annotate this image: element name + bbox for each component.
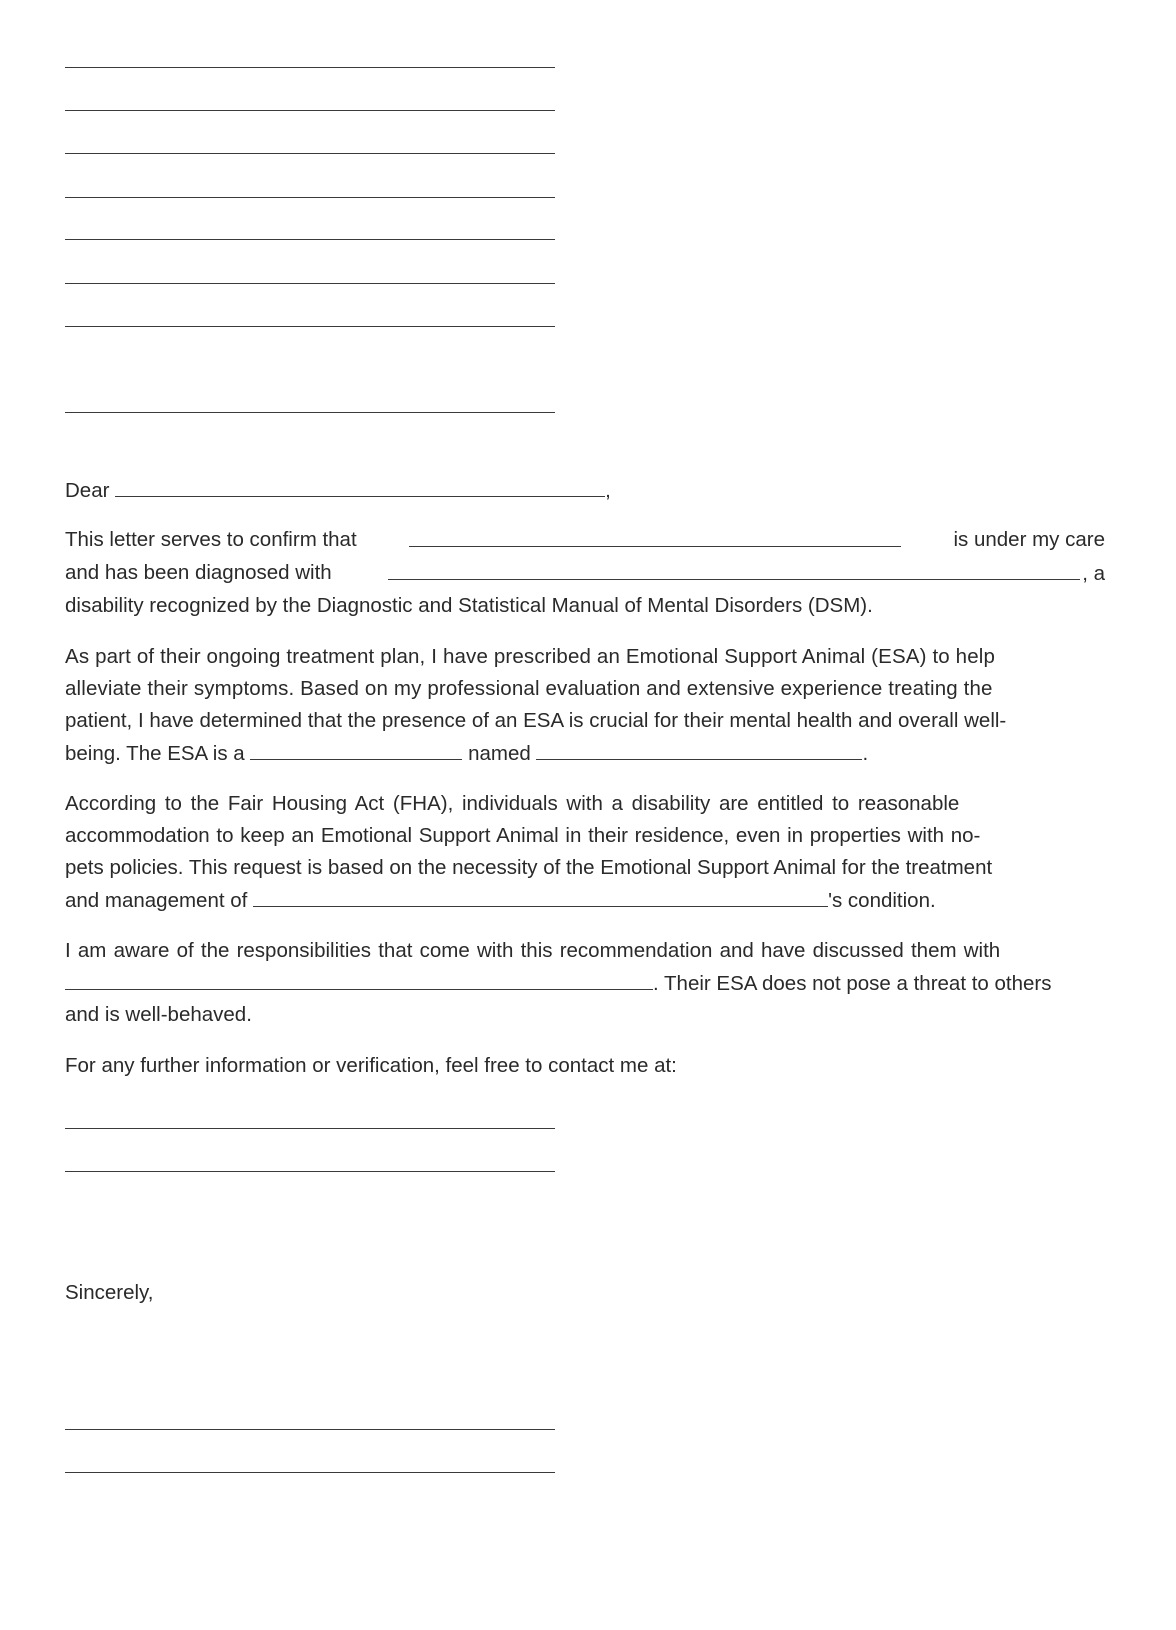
text: and has been diagnosed with bbox=[65, 561, 332, 584]
discussed-with-blank[interactable] bbox=[65, 971, 653, 990]
contact-blank-line-2[interactable] bbox=[65, 1171, 555, 1172]
date-blank-line[interactable] bbox=[65, 412, 555, 413]
text: . Their ESA does not pose a threat to others bbox=[653, 972, 1052, 995]
contact-blank-line-1[interactable] bbox=[65, 1128, 555, 1129]
text: 's condition. bbox=[828, 889, 936, 912]
patient-condition-name-blank[interactable] bbox=[253, 888, 828, 907]
paragraph2-line2: alleviate their symptoms. Based on my professional evaluation and extensive experience treating the bbox=[65, 677, 993, 700]
salutation-prefix: Dear bbox=[65, 479, 110, 502]
contact-text: For any further information or verification, feel free to contact me at: bbox=[65, 1054, 677, 1077]
paragraph1-line1 bbox=[65, 528, 1105, 552]
text: According to the Fair Housing Act (FHA), individuals with a disability are entitled to reasonable bbox=[65, 792, 960, 815]
header-blank-line-4[interactable] bbox=[65, 197, 555, 198]
closing: Sincerely, bbox=[65, 1281, 154, 1304]
signature-blank-line[interactable] bbox=[65, 1429, 555, 1430]
text: and management of bbox=[65, 889, 248, 912]
paragraph4-line3: and is well-behaved. bbox=[65, 1003, 252, 1026]
animal-type-blank[interactable] bbox=[250, 741, 462, 760]
recipient-name-blank[interactable] bbox=[115, 478, 605, 497]
paragraph3-line3: pets policies. This request is based on the necessity of the Emotional Support Animal for the treatment bbox=[65, 856, 993, 879]
text: , a bbox=[1082, 562, 1105, 585]
paragraph3-line4 bbox=[65, 888, 936, 913]
text: is under my care bbox=[953, 528, 1105, 551]
text: being. The ESA is a bbox=[65, 742, 245, 765]
paragraph3-line1 bbox=[65, 792, 1105, 816]
header-blank-line-2[interactable] bbox=[65, 110, 555, 111]
paragraph2-line3: patient, I have determined that the presence of an ESA is crucial for their mental health and overall well- bbox=[65, 709, 1007, 732]
text: named bbox=[468, 742, 531, 765]
paragraph1-line3: disability recognized by the Diagnostic and Statistical Manual of Mental Disorders (DSM). bbox=[65, 594, 873, 617]
signer-name-blank-line[interactable] bbox=[65, 1472, 555, 1473]
header-blank-line-1[interactable] bbox=[65, 67, 555, 68]
salutation-suffix: , bbox=[605, 479, 611, 502]
text: This letter serves to confirm that bbox=[65, 528, 357, 551]
paragraph4-line2 bbox=[65, 971, 1105, 996]
paragraph2-line4 bbox=[65, 741, 868, 766]
diagnosis-blank[interactable] bbox=[388, 561, 1080, 580]
header-blank-line-6[interactable] bbox=[65, 283, 555, 284]
patient-name-blank[interactable] bbox=[409, 528, 901, 547]
paragraph1-line2 bbox=[65, 561, 1105, 586]
text: . bbox=[862, 742, 869, 765]
animal-name-blank[interactable] bbox=[536, 741, 862, 760]
paragraph4-line1: I am aware of the responsibilities that come with this recommendation and have discussed them with bbox=[65, 939, 1001, 962]
salutation bbox=[65, 478, 611, 503]
header-blank-line-7[interactable] bbox=[65, 326, 555, 327]
paragraph3-line2: accommodation to keep an Emotional Support Animal in their residence, even in properties with no- bbox=[65, 824, 981, 847]
header-blank-line-5[interactable] bbox=[65, 239, 555, 240]
header-blank-line-3[interactable] bbox=[65, 153, 555, 154]
paragraph2-line1: As part of their ongoing treatment plan, I have prescribed an Emotional Support Animal (ESA) to help bbox=[65, 645, 996, 668]
